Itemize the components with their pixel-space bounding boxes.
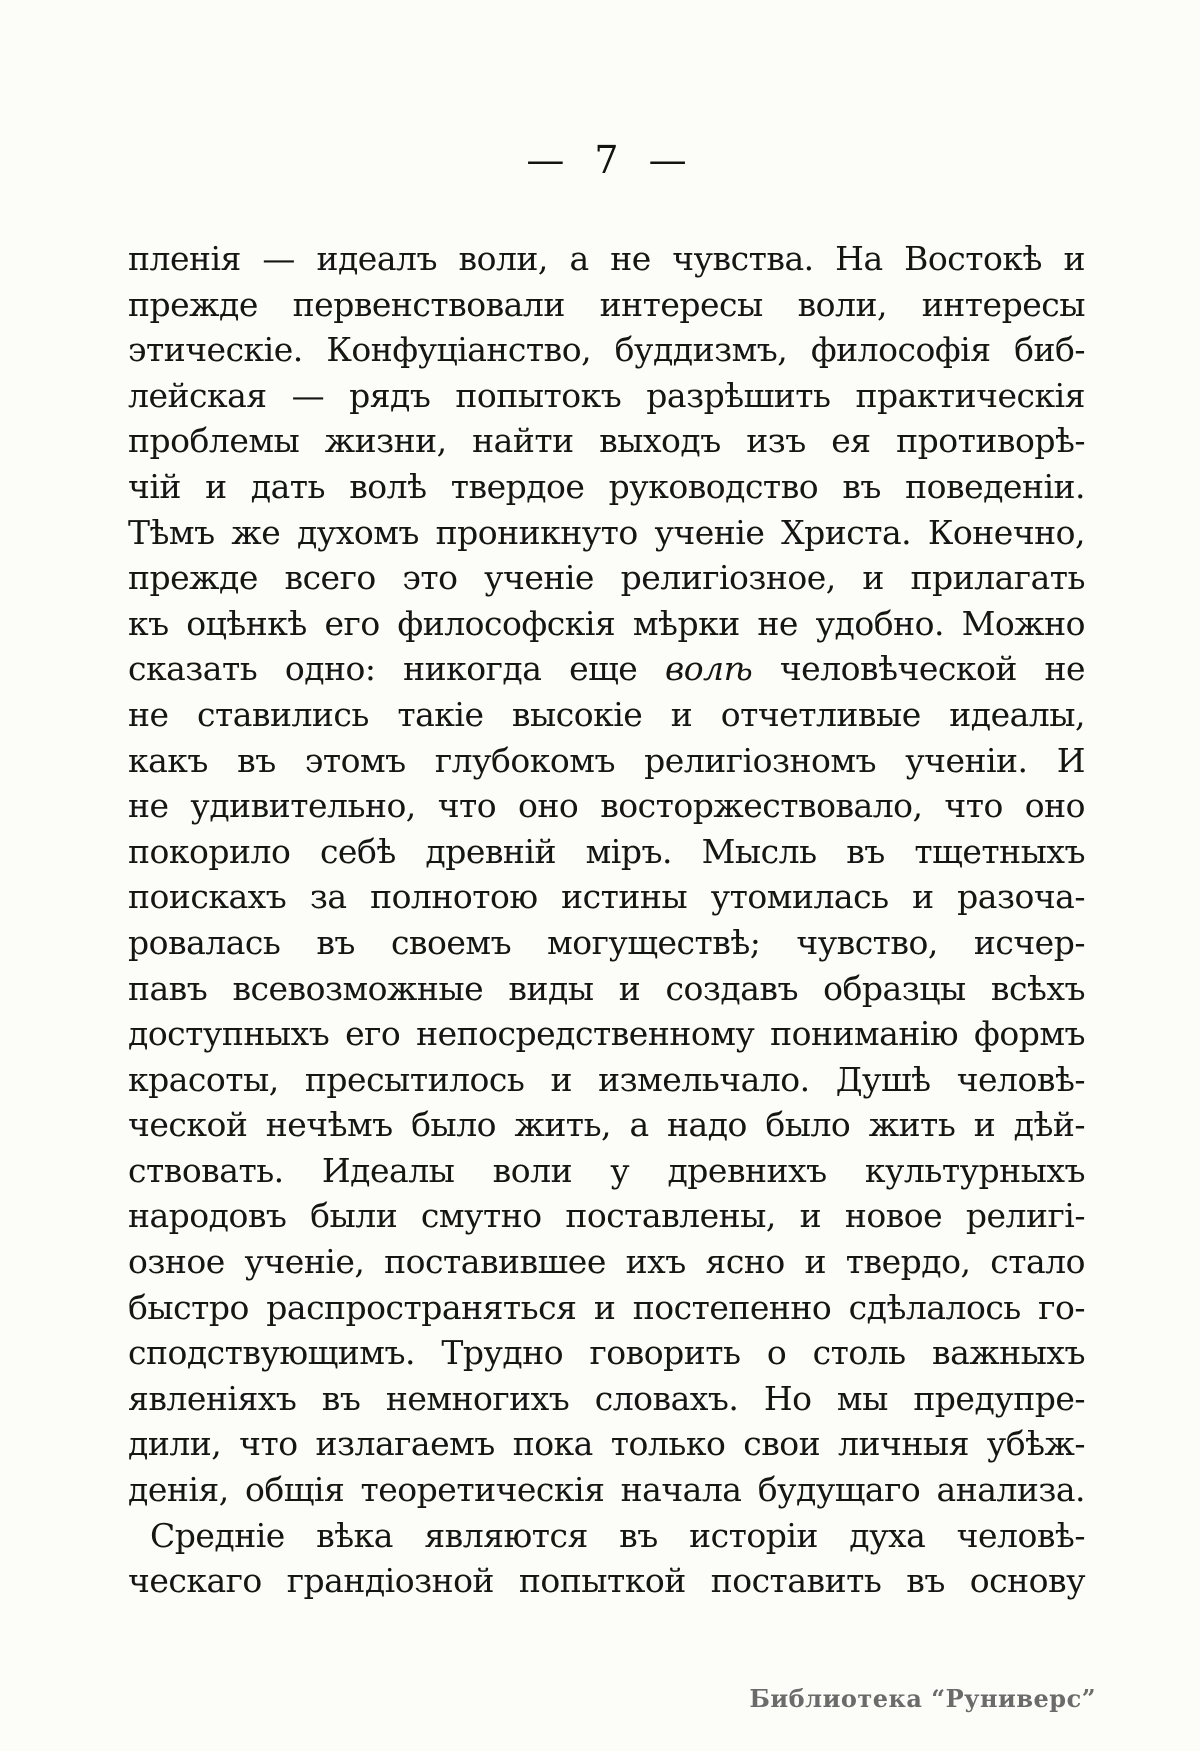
text-segment: Тѣмъ же духомъ проникнуто ученіе Христа. Конечно, [128, 512, 1085, 552]
text-segment: пленія — идеалъ воли, а не чувства. На Востокѣ и [128, 239, 1085, 278]
text-line [128, 1239, 1085, 1285]
text-segment: сподствующимъ. Трудно говорить о столь важныхъ [128, 1333, 1085, 1373]
text-line [128, 282, 1085, 328]
text-line [128, 601, 1085, 647]
text-segment: покорило себѣ древній міръ. Мысль въ тщетныхъ [128, 831, 1085, 871]
text-segment: не удивительно, что оно восторжествовало, что оно [128, 786, 1085, 826]
text-segment: доступныхъ его непосредственному пониманію формъ [128, 1014, 1085, 1054]
text-line [128, 1513, 1085, 1559]
text-line [128, 555, 1085, 601]
text-line [128, 1193, 1085, 1239]
text-segment: чій и дать волѣ твердое руководство въ поведеніи. [128, 466, 1085, 506]
text-line [128, 783, 1085, 829]
text-line [128, 1376, 1085, 1422]
library-watermark: Библиотека “Руниверс” [749, 1684, 1096, 1713]
text-segment: какъ въ этомъ глубокомъ религіозномъ ученіи. И [128, 740, 1085, 780]
text-segment: этическіе. Конфуціанство, буддизмъ, философія биб- [128, 330, 1085, 370]
text-line [128, 1057, 1085, 1103]
text-segment: человѣческой не [752, 649, 1085, 689]
text-segment: прежде первенствовали интересы воли, интересы [128, 284, 1085, 324]
text-line [128, 1102, 1085, 1148]
text-segment: явленіяхъ въ немногихъ словахъ. Но мы предупре- [128, 1378, 1085, 1418]
text-segment: озное ученіе, поставившее ихъ ясно и твердо, стало [128, 1242, 1085, 1282]
text-segment: ческаго грандіозной попыткой поставить въ основу [128, 1561, 1085, 1601]
body-text-block [128, 236, 1085, 1604]
text-line [128, 510, 1085, 556]
text-segment: проблемы жизни, найти выходъ изъ ея противорѣ- [128, 421, 1085, 461]
text-segment: ствовать. Идеалы воли у древнихъ культурныхъ [128, 1150, 1085, 1190]
text-line [128, 236, 1085, 282]
text-line [128, 464, 1085, 510]
text-segment: ровалась въ своемъ могуществѣ; чувство, исчер- [128, 922, 1085, 962]
text-line [128, 1421, 1085, 1467]
text-segment: Средніе вѣка являются въ исторіи духа человѣ- [150, 1515, 1085, 1555]
text-segment: быстро распространяться и постепенно сдѣлалось го- [128, 1287, 1085, 1327]
page-number-header: — 7 — [526, 138, 687, 182]
text-line [128, 829, 1085, 875]
text-line [128, 692, 1085, 738]
text-segment: народовъ были смутно поставлены, и новое религі- [128, 1196, 1085, 1236]
text-line [128, 373, 1085, 419]
text-line [128, 1285, 1085, 1331]
text-segment: лейская — рядъ попытокъ разрѣшить практическія [128, 375, 1085, 415]
text-segment: поискахъ за полнотою истины утомилась и разоча- [128, 877, 1085, 917]
text-line [128, 874, 1085, 920]
text-line [128, 1011, 1085, 1057]
text-line [128, 418, 1085, 464]
text-segment: красоты, пресытилось и измельчало. Душѣ человѣ- [128, 1059, 1085, 1099]
text-segment: дили, что излагаемъ пока только свои личныя убѣж- [128, 1424, 1085, 1464]
italic-word: волѣ [664, 649, 753, 689]
text-line [128, 1558, 1085, 1604]
text-line [128, 738, 1085, 784]
text-line [128, 1467, 1085, 1513]
text-segment: къ оцѣнкѣ его философскія мѣрки не удобно. Можно [128, 603, 1085, 643]
text-segment: не ставились такіе высокіе и отчетливые идеалы, [128, 694, 1085, 734]
text-segment: сказать одно: никогда еще [128, 649, 665, 689]
text-line [128, 966, 1085, 1012]
text-line [128, 1148, 1085, 1194]
text-segment: ческой нечѣмъ было жить, а надо было жить и дѣй- [128, 1105, 1085, 1145]
text-line [128, 327, 1085, 373]
text-segment: павъ всевозможные виды и создавъ образцы всѣхъ [128, 968, 1085, 1008]
text-line [128, 920, 1085, 966]
text-line [128, 1330, 1085, 1376]
text-segment: прежде всего это ученіе религіозное, и прилагать [128, 558, 1085, 598]
text-line [128, 646, 1085, 692]
text-segment: денія, общія теоретическія начала будущаго анализа. [128, 1470, 1085, 1510]
